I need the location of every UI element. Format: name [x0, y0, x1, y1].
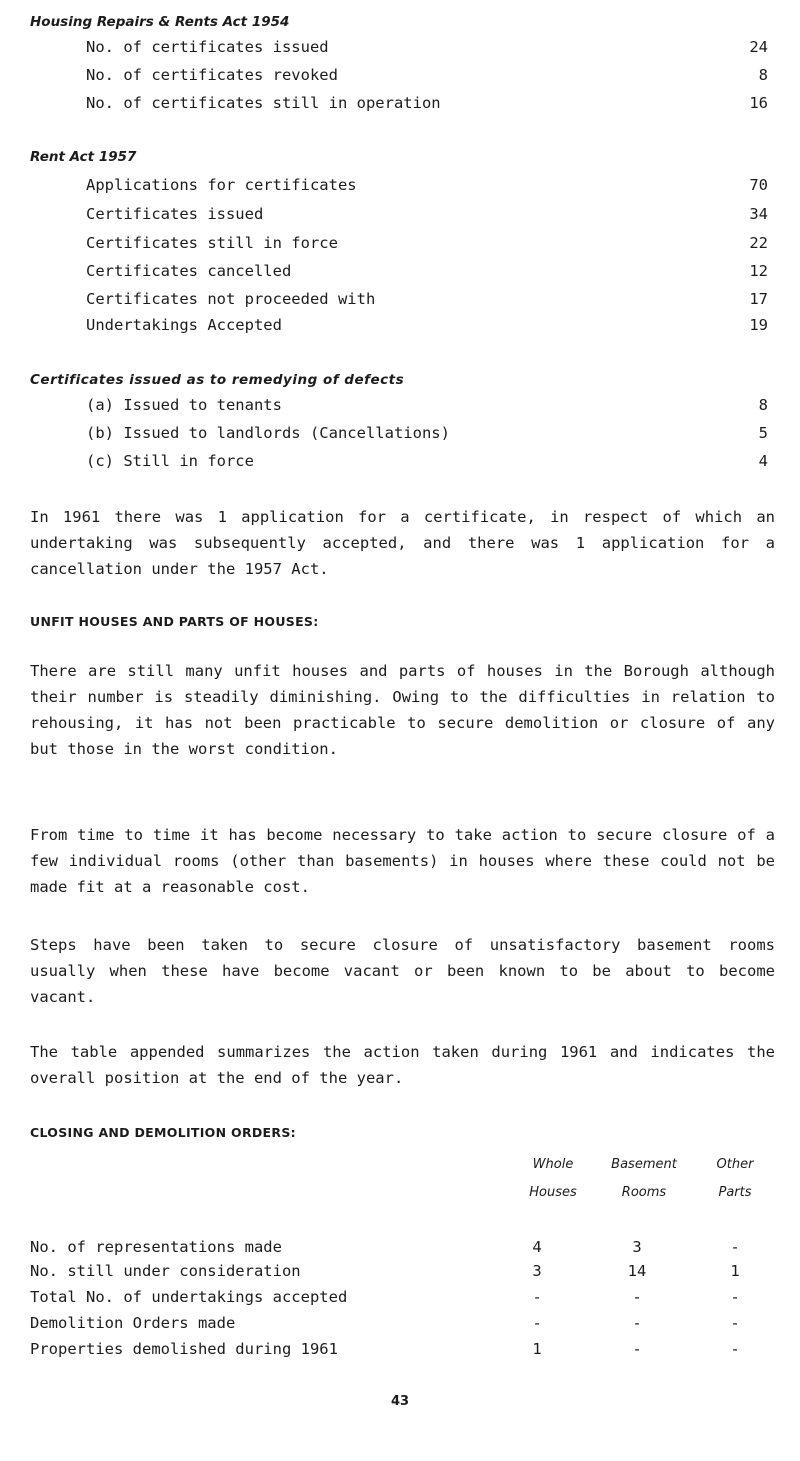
table-row-label: No. still under consideration [30, 1262, 301, 1280]
unfit-paragraph: From time to time it has become necessary to take action to secure closure of a few individual rooms (other than basements) in houses where these could not be made fit at a reasonable cost. [30, 826, 775, 896]
paragraph-1961-application: In 1961 there was 1 application for a certificate, in respect of which an undertaking was subsequently accepted, and there was 1 application for a cancellation under the 1957 Act. [30, 508, 775, 578]
ra1957-heading: Rent Act 1957 [30, 149, 137, 165]
table-cell: 1 [730, 1262, 740, 1280]
table-row-label: Total No. of undertakings accepted [30, 1288, 348, 1306]
table-cell: 1 [532, 1340, 542, 1358]
ra1957-row-label: Certificates cancelled [86, 262, 292, 280]
ra1957-row-label: Applications for certificates [86, 176, 357, 194]
table-cell: - [632, 1314, 642, 1332]
hra1954-row-value: 8 [758, 66, 768, 84]
unfit-houses-heading: UNFIT HOUSES AND PARTS OF HOUSES: [30, 614, 319, 629]
defects-row-value: 4 [758, 452, 768, 470]
ra1957-row-value: 70 [749, 176, 768, 194]
ra1957-row-value: 17 [749, 290, 768, 308]
hra1954-row-label: No. of certificates revoked [86, 66, 338, 84]
unfit-paragraph: The table appended summarizes the action taken during 1961 and indicates the overall position at the end of the year. [30, 1043, 775, 1087]
column-header: Whole [532, 1157, 574, 1172]
table-row-label: No. of representations made [30, 1238, 282, 1256]
unfit-paragraph: There are still many unfit houses and parts of houses in the Borough although their number is steadily diminishing. Owing to the difficulties in relation to rehousing, it has not been practicable to secure demolition or closure of any but those in the worst condition. [30, 662, 775, 758]
hra1954-heading: Housing Repairs & Rents Act 1954 [30, 14, 290, 30]
column-header: Other [716, 1157, 754, 1172]
column-header: Rooms [621, 1185, 667, 1200]
ra1957-row-value: 12 [749, 262, 768, 280]
table-cell: - [730, 1314, 740, 1332]
table-cell: - [532, 1314, 542, 1332]
table-cell: 14 [627, 1262, 647, 1280]
table-cell: 3 [532, 1262, 542, 1280]
column-header: Basement [611, 1157, 677, 1172]
column-header: Houses [529, 1185, 577, 1200]
defects-row-value: 8 [758, 396, 768, 414]
hra1954-row-value: 24 [749, 38, 768, 56]
hra1954-row-label: No. of certificates issued [86, 38, 329, 56]
ra1957-row-value: 19 [749, 316, 768, 334]
table-row-label: Demolition Orders made [30, 1314, 236, 1332]
ra1957-row-label: Certificates not proceeded with [86, 290, 376, 308]
hra1954-row-value: 16 [749, 94, 768, 112]
ra1957-row-label: Undertakings Accepted [86, 316, 282, 334]
table-cell: - [632, 1340, 642, 1358]
table-row-label: Properties demolished during 1961 [30, 1340, 338, 1358]
closing-orders-heading: CLOSING AND DEMOLITION ORDERS: [30, 1125, 296, 1140]
table-cell: - [632, 1288, 642, 1306]
unfit-paragraph: Steps have been taken to secure closure of unsatisfactory basement rooms usually when these have become vacant or been known to be about to become vacant. [30, 936, 775, 1006]
table-cell: - [532, 1288, 542, 1306]
table-cell: 3 [632, 1238, 642, 1256]
ra1957-row-label: Certificates issued [86, 205, 264, 223]
ra1957-row-value: 34 [749, 205, 768, 223]
defects-row-label: (c) Still in force [86, 452, 254, 470]
defects-row-value: 5 [758, 424, 768, 442]
ra1957-row-value: 22 [749, 234, 768, 252]
table-cell: - [730, 1238, 740, 1256]
defects-row-label: (a) Issued to tenants [86, 396, 282, 414]
ra1957-row-label: Certificates still in force [86, 234, 338, 252]
page-number: 43 [390, 1394, 410, 1409]
column-header: Parts [718, 1185, 752, 1200]
table-cell: - [730, 1340, 740, 1358]
hra1954-row-label: No. of certificates still in operation [86, 94, 441, 112]
defects-heading: Certificates issued as to remedying of defects [30, 372, 405, 388]
defects-row-label: (b) Issued to landlords (Cancellations) [86, 424, 450, 442]
table-cell: 4 [532, 1238, 542, 1256]
table-cell: - [730, 1288, 740, 1306]
